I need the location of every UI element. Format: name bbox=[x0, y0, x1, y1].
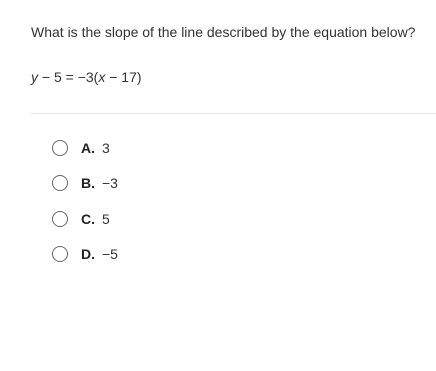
question-text: What is the slope of the line described by the equation below? bbox=[31, 24, 416, 40]
option-a-value: 3 bbox=[102, 139, 110, 156]
equation-middle: − 5 = −3( bbox=[38, 69, 99, 85]
option-d-letter: D. bbox=[81, 246, 95, 262]
answer-options bbox=[52, 137, 118, 279]
option-b[interactable] bbox=[52, 173, 118, 194]
option-c[interactable] bbox=[52, 208, 118, 229]
option-d[interactable] bbox=[52, 244, 118, 265]
option-a-letter: A. bbox=[81, 139, 95, 156]
option-c-value: 5 bbox=[102, 210, 110, 227]
equation-end: − 17) bbox=[105, 69, 142, 85]
divider bbox=[31, 113, 436, 114]
radio-button-b[interactable] bbox=[52, 175, 68, 191]
option-c-letter: C. bbox=[81, 210, 95, 227]
option-a[interactable] bbox=[52, 137, 118, 158]
equation-x-variable: x bbox=[98, 69, 106, 85]
equation-y-variable: y bbox=[31, 69, 38, 85]
option-b-value: −3 bbox=[102, 175, 118, 191]
radio-button-c[interactable] bbox=[52, 211, 68, 227]
option-d-value: −5 bbox=[102, 246, 118, 262]
radio-button-d[interactable] bbox=[52, 246, 68, 262]
option-b-letter: B. bbox=[81, 175, 95, 191]
radio-button-a[interactable] bbox=[52, 140, 68, 156]
equation bbox=[31, 68, 142, 86]
